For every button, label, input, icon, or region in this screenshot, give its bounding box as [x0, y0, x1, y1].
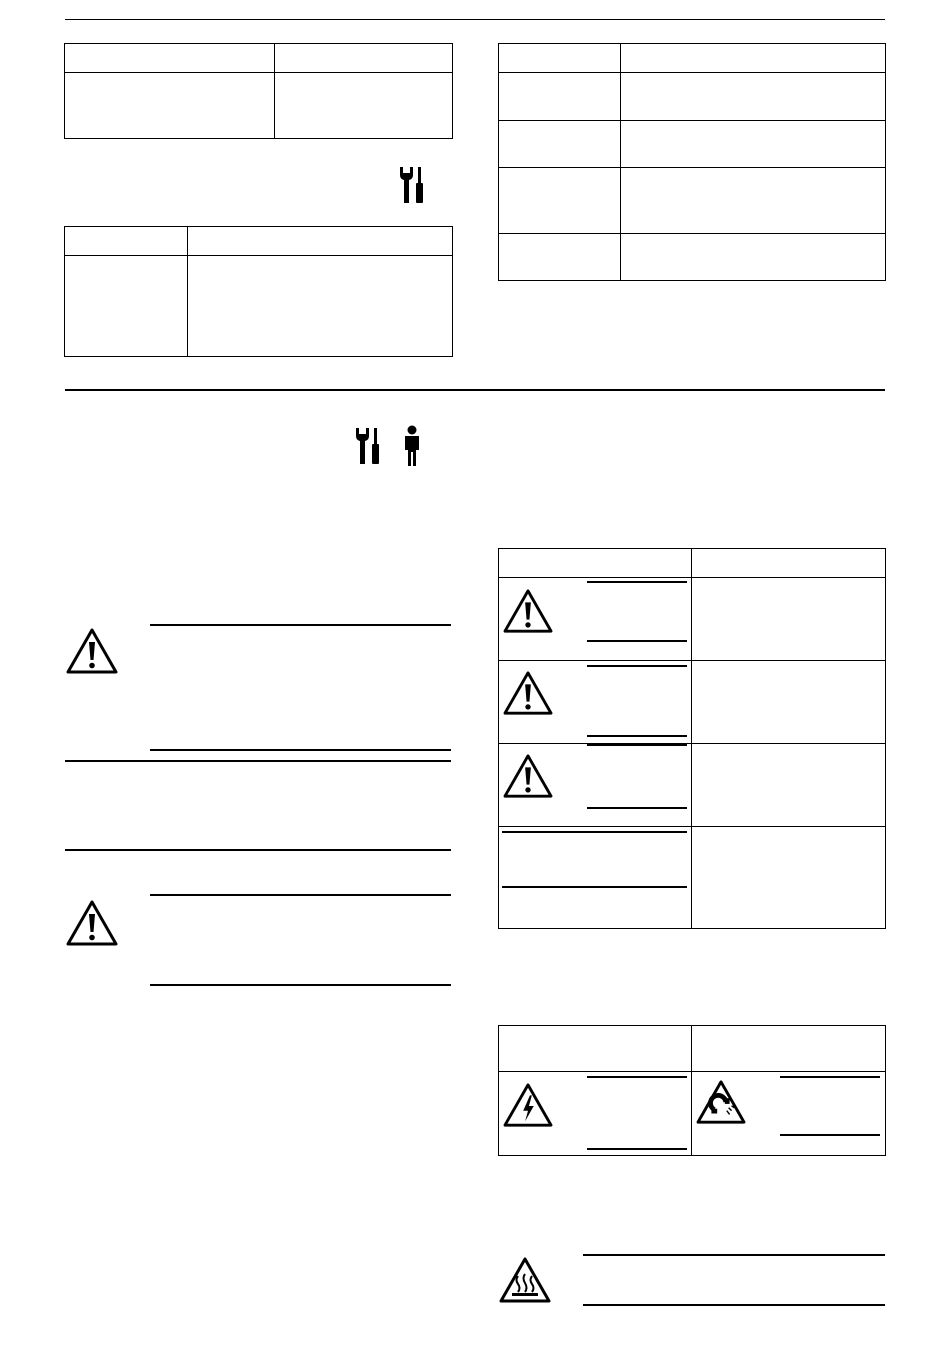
table-cell — [65, 44, 275, 73]
wrench-screwdriver-icon — [398, 165, 426, 205]
note-rule-bottom — [65, 849, 451, 851]
table-cell — [188, 256, 453, 357]
section-rule — [65, 389, 885, 391]
table-cell — [621, 168, 886, 234]
table-cell — [188, 227, 453, 256]
warning-rule-bottom — [150, 984, 451, 986]
warning-triangle-icon — [502, 753, 554, 799]
table-cell — [275, 73, 453, 139]
table-top-right — [498, 43, 886, 281]
note-rule-top — [65, 760, 451, 762]
table-cell — [499, 1026, 692, 1072]
label-rule — [587, 640, 687, 642]
table-cell — [499, 168, 621, 234]
table-cell — [499, 1072, 692, 1156]
table-cell — [499, 661, 692, 744]
label-rule — [502, 886, 687, 888]
table-cell — [692, 1026, 886, 1072]
table-cell — [499, 73, 621, 121]
table-cell — [621, 234, 886, 281]
table-cell — [499, 744, 692, 827]
warning-triangle-icon — [65, 899, 119, 947]
warning-rule-top — [583, 1254, 885, 1256]
table-cell — [621, 44, 886, 73]
table-cell — [499, 827, 692, 929]
label-rule — [587, 581, 687, 583]
table-top-left — [64, 43, 453, 139]
table-cell — [621, 121, 886, 168]
warning-triangle-icon — [65, 627, 119, 675]
table-cell — [692, 827, 886, 929]
table-cell — [65, 73, 275, 139]
label-rule — [587, 1148, 687, 1150]
label-rule — [587, 665, 687, 667]
magnetic-field-icon — [695, 1079, 747, 1125]
table-left-middle — [64, 226, 453, 357]
warning-rule-top — [150, 624, 451, 626]
table-hazard-symbols — [498, 1025, 886, 1156]
table-cell — [275, 44, 453, 73]
label-rule — [587, 744, 687, 746]
warning-triangle-icon — [502, 670, 554, 716]
table-cell — [692, 578, 886, 661]
table-cell — [692, 1072, 886, 1156]
table-cell — [499, 234, 621, 281]
warning-rule-top — [150, 894, 451, 896]
warning-rule-bottom — [583, 1304, 885, 1306]
table-cell — [499, 44, 621, 73]
hot-surface-icon — [498, 1256, 552, 1304]
person-icon — [402, 425, 422, 467]
table-cell — [499, 121, 621, 168]
electric-shock-icon — [502, 1082, 554, 1128]
label-rule — [587, 735, 687, 737]
label-rule — [780, 1134, 880, 1136]
table-cell — [499, 549, 692, 578]
table-cell — [692, 744, 886, 827]
table-cell — [499, 578, 692, 661]
table-cell — [692, 661, 886, 744]
warning-triangle-icon — [502, 588, 554, 634]
table-cell — [65, 256, 188, 357]
table-cell — [621, 73, 886, 121]
label-rule — [587, 807, 687, 809]
table-cell — [65, 227, 188, 256]
table-cell — [692, 549, 886, 578]
warning-rule-bottom — [150, 749, 451, 751]
label-rule — [502, 831, 687, 833]
label-rule — [780, 1076, 880, 1078]
wrench-screwdriver-icon — [354, 426, 382, 466]
top-rule — [65, 19, 885, 20]
label-rule — [587, 1076, 687, 1078]
table-signal-words — [498, 548, 886, 929]
